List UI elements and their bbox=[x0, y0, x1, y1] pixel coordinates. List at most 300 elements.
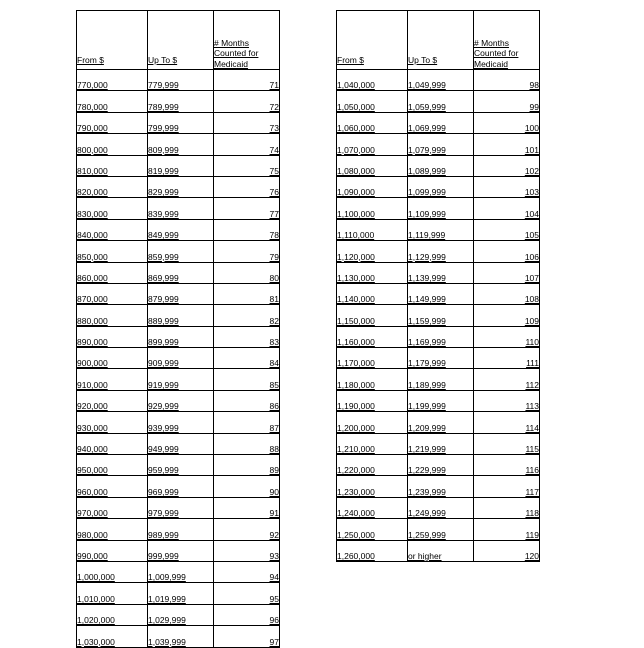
cell-from-amount-value: 830,000 bbox=[77, 208, 108, 219]
cell-from-amount-value: 860,000 bbox=[77, 272, 108, 283]
cell-from-amount bbox=[77, 369, 148, 390]
cell-upto-amount bbox=[408, 283, 474, 304]
cell-upto-amount-value: 1,049,999 bbox=[408, 80, 446, 91]
cell-from-amount bbox=[337, 519, 408, 540]
table-header bbox=[77, 11, 280, 70]
cell-months-counted bbox=[474, 390, 540, 411]
cell-from-amount bbox=[337, 219, 408, 240]
cell-months-counted bbox=[474, 134, 540, 155]
cell-from-amount bbox=[337, 540, 408, 561]
cell-months-counted-value: 104 bbox=[524, 208, 539, 219]
cell-upto-amount-value: 1,009,999 bbox=[148, 572, 186, 583]
cell-upto-amount bbox=[148, 70, 214, 91]
table-row bbox=[77, 390, 280, 411]
table-body bbox=[337, 70, 540, 562]
table-row bbox=[337, 326, 540, 347]
cell-from-amount-value: 990,000 bbox=[77, 550, 108, 561]
cell-upto-amount bbox=[408, 476, 474, 497]
table-row bbox=[77, 476, 280, 497]
cell-from-amount bbox=[77, 604, 148, 625]
cell-upto-amount bbox=[148, 412, 214, 433]
cell-from-amount-value: 1,030,000 bbox=[77, 636, 115, 647]
cell-months-counted-value: 81 bbox=[269, 294, 279, 305]
cell-months-counted bbox=[214, 540, 280, 561]
table-row bbox=[337, 219, 540, 240]
cell-upto-amount-value: 919,999 bbox=[148, 379, 179, 390]
cell-months-counted bbox=[214, 134, 280, 155]
cell-upto-amount-value: 789,999 bbox=[148, 101, 179, 112]
cell-upto-amount-value: 1,249,999 bbox=[408, 508, 446, 519]
table-row bbox=[77, 219, 280, 240]
cell-months-counted bbox=[474, 476, 540, 497]
cell-from-amount-value: 1,170,000 bbox=[337, 358, 375, 369]
cell-from-amount-value: 1,060,000 bbox=[337, 123, 375, 134]
cell-from-amount-value: 1,110,000 bbox=[337, 230, 375, 241]
cell-upto-amount bbox=[408, 497, 474, 518]
cell-upto-amount-value: 819,999 bbox=[148, 165, 179, 176]
cell-upto-amount-value: 1,119,999 bbox=[408, 230, 446, 241]
cell-months-counted-value: 98 bbox=[529, 80, 539, 91]
cell-months-counted-value: 99 bbox=[529, 101, 539, 112]
cell-from-amount bbox=[337, 390, 408, 411]
cell-upto-amount bbox=[148, 476, 214, 497]
cell-from-amount bbox=[337, 155, 408, 176]
cell-upto-amount-value: 1,159,999 bbox=[408, 315, 446, 326]
cell-from-amount-value: 1,150,000 bbox=[337, 315, 375, 326]
table-row bbox=[77, 198, 280, 219]
cell-months-counted-value: 96 bbox=[269, 615, 279, 626]
cell-upto-amount-value: 939,999 bbox=[148, 422, 179, 433]
cell-from-amount-value: 790,000 bbox=[77, 123, 108, 134]
cell-months-counted bbox=[474, 433, 540, 454]
cell-months-counted bbox=[214, 433, 280, 454]
cell-months-counted bbox=[474, 155, 540, 176]
cell-months-counted-value: 73 bbox=[269, 123, 279, 134]
cell-from-amount bbox=[77, 112, 148, 133]
cell-upto-amount bbox=[148, 283, 214, 304]
cell-upto-amount bbox=[408, 412, 474, 433]
cell-upto-amount bbox=[408, 369, 474, 390]
table-row bbox=[337, 198, 540, 219]
cell-upto-amount bbox=[148, 497, 214, 518]
cell-months-counted bbox=[214, 497, 280, 518]
cell-upto-amount-value: 899,999 bbox=[148, 337, 179, 348]
table-row bbox=[337, 433, 540, 454]
table-row bbox=[77, 241, 280, 262]
table-row bbox=[77, 134, 280, 155]
table-row bbox=[337, 176, 540, 197]
cell-upto-amount-value: 969,999 bbox=[148, 486, 179, 497]
cell-upto-amount-value: 1,169,999 bbox=[408, 337, 446, 348]
cell-months-counted bbox=[214, 155, 280, 176]
cell-upto-amount bbox=[148, 198, 214, 219]
table-row bbox=[77, 70, 280, 91]
cell-upto-amount-value: 779,999 bbox=[148, 80, 179, 91]
cell-from-amount bbox=[337, 497, 408, 518]
cell-from-amount bbox=[77, 476, 148, 497]
cell-from-amount-value: 960,000 bbox=[77, 486, 108, 497]
cell-from-amount bbox=[77, 241, 148, 262]
table-row bbox=[337, 134, 540, 155]
cell-months-counted-value: 94 bbox=[269, 572, 279, 583]
cell-upto-amount bbox=[148, 305, 214, 326]
cell-months-counted bbox=[474, 497, 540, 518]
cell-from-amount bbox=[337, 476, 408, 497]
table-row bbox=[77, 305, 280, 326]
cell-from-amount bbox=[337, 91, 408, 112]
cell-upto-amount bbox=[148, 561, 214, 582]
cell-months-counted-value: 102 bbox=[524, 165, 539, 176]
cell-from-amount-value: 920,000 bbox=[77, 401, 108, 412]
cell-from-amount bbox=[77, 348, 148, 369]
cell-upto-amount-value: 1,099,999 bbox=[408, 187, 446, 198]
cell-upto-amount bbox=[148, 626, 214, 647]
cell-upto-amount-value: 929,999 bbox=[148, 401, 179, 412]
cell-upto-amount bbox=[148, 390, 214, 411]
column-header-months-label: # Months Counted for Medicaid bbox=[474, 37, 519, 69]
cell-upto-amount-value: 989,999 bbox=[148, 529, 179, 540]
cell-from-amount bbox=[337, 305, 408, 326]
table-row bbox=[77, 283, 280, 304]
cell-upto-amount-value: 829,999 bbox=[148, 187, 179, 198]
medicaid-months-table-right bbox=[336, 10, 540, 562]
cell-upto-amount bbox=[408, 348, 474, 369]
cell-months-counted bbox=[214, 561, 280, 582]
cell-upto-amount bbox=[148, 219, 214, 240]
cell-upto-amount bbox=[148, 112, 214, 133]
cell-months-counted-value: 87 bbox=[269, 422, 279, 433]
cell-upto-amount-value: 1,019,999 bbox=[148, 593, 186, 604]
cell-from-amount-value: 1,020,000 bbox=[77, 615, 115, 626]
cell-months-counted-value: 119 bbox=[525, 529, 539, 540]
table-row bbox=[77, 626, 280, 647]
cell-months-counted-value: 88 bbox=[269, 444, 279, 455]
cell-from-amount bbox=[77, 390, 148, 411]
table-row bbox=[337, 455, 540, 476]
table-row bbox=[337, 369, 540, 390]
cell-months-counted-value: 90 bbox=[269, 486, 279, 497]
cell-from-amount bbox=[77, 433, 148, 454]
cell-upto-amount-value: 979,999 bbox=[148, 508, 179, 519]
cell-upto-amount bbox=[148, 519, 214, 540]
table-row bbox=[77, 348, 280, 369]
cell-months-counted-value: 71 bbox=[269, 80, 279, 91]
cell-months-counted bbox=[214, 583, 280, 604]
cell-months-counted-value: 110 bbox=[525, 337, 539, 348]
cell-upto-amount bbox=[408, 326, 474, 347]
cell-upto-amount-value: 799,999 bbox=[148, 123, 179, 134]
column-header-months-label: # Months Counted for Medicaid bbox=[214, 37, 259, 69]
table-row bbox=[337, 412, 540, 433]
table-row bbox=[337, 283, 540, 304]
left-table-container bbox=[76, 10, 280, 648]
cell-upto-amount bbox=[148, 241, 214, 262]
cell-months-counted-value: 79 bbox=[269, 251, 279, 262]
cell-from-amount-value: 800,000 bbox=[77, 144, 108, 155]
cell-upto-amount bbox=[148, 326, 214, 347]
cell-upto-amount-value: 849,999 bbox=[148, 230, 179, 241]
cell-months-counted-value: 117 bbox=[525, 486, 539, 497]
table-row bbox=[337, 540, 540, 561]
cell-months-counted bbox=[214, 176, 280, 197]
table-row bbox=[337, 476, 540, 497]
cell-upto-amount bbox=[408, 91, 474, 112]
cell-months-counted-value: 89 bbox=[269, 465, 279, 476]
table-row bbox=[77, 176, 280, 197]
cell-upto-amount-value: 1,239,999 bbox=[408, 486, 446, 497]
cell-from-amount bbox=[77, 326, 148, 347]
cell-upto-amount bbox=[148, 433, 214, 454]
cell-upto-amount-value: 1,229,999 bbox=[408, 465, 446, 476]
cell-months-counted-value: 97 bbox=[269, 636, 279, 647]
cell-from-amount-value: 840,000 bbox=[77, 230, 108, 241]
cell-months-counted-value: 75 bbox=[269, 165, 279, 176]
cell-upto-amount-value: 1,179,999 bbox=[408, 358, 446, 369]
cell-months-counted-value: 83 bbox=[269, 337, 279, 348]
cell-from-amount-value: 870,000 bbox=[77, 294, 108, 305]
table-row bbox=[337, 262, 540, 283]
cell-from-amount-value: 1,190,000 bbox=[337, 401, 375, 412]
cell-upto-amount-value: 1,029,999 bbox=[148, 615, 186, 626]
column-header-upto-label: Up To $ bbox=[408, 54, 438, 65]
cell-months-counted bbox=[474, 369, 540, 390]
table-row bbox=[77, 497, 280, 518]
cell-upto-amount bbox=[408, 540, 474, 561]
cell-months-counted-value: 112 bbox=[525, 379, 539, 390]
cell-from-amount-value: 1,100,000 bbox=[337, 208, 375, 219]
cell-from-amount-value: 1,220,000 bbox=[337, 465, 375, 476]
cell-months-counted bbox=[474, 455, 540, 476]
cell-months-counted bbox=[474, 70, 540, 91]
cell-months-counted bbox=[474, 519, 540, 540]
cell-upto-amount bbox=[408, 219, 474, 240]
cell-upto-amount bbox=[408, 390, 474, 411]
header-row bbox=[337, 11, 540, 70]
cell-from-amount bbox=[77, 497, 148, 518]
cell-from-amount bbox=[77, 412, 148, 433]
cell-from-amount-value: 1,070,000 bbox=[337, 144, 375, 155]
table-row bbox=[77, 326, 280, 347]
header-row bbox=[77, 11, 280, 70]
cell-upto-amount-value: 1,129,999 bbox=[408, 251, 446, 262]
cell-months-counted bbox=[214, 262, 280, 283]
cell-months-counted bbox=[214, 91, 280, 112]
cell-upto-amount bbox=[408, 262, 474, 283]
cell-months-counted bbox=[214, 604, 280, 625]
column-header-from bbox=[77, 11, 148, 70]
cell-months-counted-value: 118 bbox=[525, 508, 539, 519]
cell-months-counted-value: 100 bbox=[524, 123, 539, 134]
table-row bbox=[337, 390, 540, 411]
cell-months-counted bbox=[214, 476, 280, 497]
cell-from-amount-value: 780,000 bbox=[77, 101, 108, 112]
cell-from-amount-value: 1,160,000 bbox=[337, 337, 375, 348]
table-row bbox=[337, 70, 540, 91]
cell-months-counted bbox=[474, 176, 540, 197]
cell-from-amount-value: 1,090,000 bbox=[337, 187, 375, 198]
cell-months-counted-value: 107 bbox=[524, 272, 539, 283]
table-row bbox=[77, 369, 280, 390]
table-row bbox=[77, 583, 280, 604]
cell-upto-amount bbox=[408, 305, 474, 326]
cell-upto-amount-value: 1,189,999 bbox=[408, 379, 446, 390]
cell-from-amount bbox=[77, 283, 148, 304]
cell-upto-amount-value: 1,259,999 bbox=[408, 529, 446, 540]
cell-from-amount-value: 1,050,000 bbox=[337, 101, 375, 112]
cell-months-counted-value: 91 bbox=[269, 508, 279, 519]
cell-upto-amount-value: 909,999 bbox=[148, 358, 179, 369]
cell-months-counted bbox=[474, 305, 540, 326]
cell-months-counted bbox=[214, 369, 280, 390]
cell-months-counted-value: 101 bbox=[524, 144, 539, 155]
table-row bbox=[77, 540, 280, 561]
table-row bbox=[77, 112, 280, 133]
cell-months-counted-value: 77 bbox=[269, 208, 279, 219]
table-row bbox=[77, 455, 280, 476]
cell-from-amount bbox=[337, 348, 408, 369]
table-row bbox=[337, 497, 540, 518]
cell-months-counted bbox=[214, 626, 280, 647]
cell-from-amount bbox=[77, 176, 148, 197]
cell-months-counted-value: 105 bbox=[524, 230, 539, 241]
cell-upto-amount-value: 1,139,999 bbox=[408, 272, 446, 283]
cell-from-amount bbox=[337, 455, 408, 476]
table-row bbox=[337, 241, 540, 262]
column-header-from-label: From $ bbox=[77, 54, 104, 65]
column-header-months bbox=[474, 11, 540, 70]
cell-from-amount-value: 1,180,000 bbox=[337, 379, 375, 390]
cell-upto-amount-value: 869,999 bbox=[148, 272, 179, 283]
cell-months-counted-value: 85 bbox=[269, 379, 279, 390]
column-header-upto bbox=[408, 11, 474, 70]
cell-from-amount-value: 930,000 bbox=[77, 422, 108, 433]
cell-months-counted-value: 92 bbox=[269, 529, 279, 540]
cell-upto-amount bbox=[408, 70, 474, 91]
cell-upto-amount-value: 889,999 bbox=[148, 315, 179, 326]
cell-from-amount-value: 980,000 bbox=[77, 529, 108, 540]
cell-months-counted bbox=[214, 519, 280, 540]
cell-upto-amount-value: 839,999 bbox=[148, 208, 179, 219]
cell-upto-amount-value: 879,999 bbox=[148, 294, 179, 305]
cell-from-amount bbox=[77, 561, 148, 582]
cell-from-amount-value: 1,080,000 bbox=[337, 165, 375, 176]
cell-upto-amount bbox=[408, 455, 474, 476]
cell-upto-amount bbox=[148, 91, 214, 112]
cell-months-counted-value: 108 bbox=[524, 294, 539, 305]
cell-from-amount-value: 1,240,000 bbox=[337, 508, 375, 519]
table-row bbox=[77, 519, 280, 540]
cell-upto-amount-value: 999,999 bbox=[148, 550, 179, 561]
table-row bbox=[77, 604, 280, 625]
cell-from-amount-value: 1,120,000 bbox=[337, 251, 375, 262]
cell-months-counted bbox=[474, 412, 540, 433]
cell-months-counted-value: 84 bbox=[269, 358, 279, 369]
cell-from-amount-value: 1,010,000 bbox=[77, 593, 115, 604]
cell-upto-amount bbox=[148, 262, 214, 283]
cell-upto-amount bbox=[148, 540, 214, 561]
cell-from-amount-value: 940,000 bbox=[77, 444, 108, 455]
cell-months-counted bbox=[474, 283, 540, 304]
cell-months-counted-value: 113 bbox=[525, 401, 539, 412]
column-header-upto bbox=[148, 11, 214, 70]
cell-months-counted-value: 111 bbox=[526, 358, 539, 369]
cell-upto-amount-value: 1,039,999 bbox=[148, 636, 186, 647]
cell-from-amount bbox=[77, 262, 148, 283]
cell-upto-amount-value: 1,079,999 bbox=[408, 144, 446, 155]
cell-months-counted bbox=[474, 219, 540, 240]
cell-months-counted-value: 120 bbox=[524, 550, 539, 561]
cell-from-amount-value: 910,000 bbox=[77, 379, 108, 390]
cell-months-counted bbox=[474, 198, 540, 219]
cell-from-amount bbox=[77, 91, 148, 112]
cell-months-counted-value: 106 bbox=[524, 251, 539, 262]
table-row bbox=[77, 262, 280, 283]
cell-months-counted-value: 82 bbox=[269, 315, 279, 326]
cell-from-amount bbox=[77, 455, 148, 476]
cell-upto-amount-value: or higher bbox=[408, 550, 442, 561]
cell-from-amount bbox=[337, 112, 408, 133]
medicaid-months-table-left bbox=[76, 10, 280, 648]
cell-months-counted bbox=[214, 348, 280, 369]
cell-months-counted bbox=[214, 390, 280, 411]
cell-from-amount bbox=[337, 369, 408, 390]
column-header-upto-label: Up To $ bbox=[148, 54, 178, 65]
cell-months-counted bbox=[474, 241, 540, 262]
cell-months-counted-value: 78 bbox=[269, 230, 279, 241]
cell-upto-amount bbox=[148, 369, 214, 390]
cell-from-amount-value: 1,200,000 bbox=[337, 422, 375, 433]
cell-from-amount bbox=[337, 412, 408, 433]
cell-months-counted bbox=[214, 70, 280, 91]
column-header-from-label: From $ bbox=[337, 54, 364, 65]
cell-months-counted bbox=[214, 112, 280, 133]
table-header bbox=[337, 11, 540, 70]
cell-from-amount bbox=[77, 155, 148, 176]
cell-upto-amount bbox=[148, 348, 214, 369]
cell-months-counted bbox=[214, 241, 280, 262]
cell-upto-amount bbox=[148, 604, 214, 625]
column-header-months bbox=[214, 11, 280, 70]
cell-months-counted bbox=[474, 91, 540, 112]
cell-upto-amount bbox=[408, 519, 474, 540]
cell-months-counted bbox=[474, 112, 540, 133]
cell-from-amount-value: 1,130,000 bbox=[337, 272, 375, 283]
cell-upto-amount-value: 1,089,999 bbox=[408, 165, 446, 176]
cell-from-amount bbox=[77, 134, 148, 155]
cell-upto-amount bbox=[408, 134, 474, 155]
cell-upto-amount bbox=[408, 112, 474, 133]
cell-upto-amount bbox=[148, 455, 214, 476]
cell-from-amount bbox=[77, 519, 148, 540]
cell-upto-amount bbox=[408, 433, 474, 454]
cell-months-counted bbox=[214, 326, 280, 347]
cell-months-counted-value: 103 bbox=[524, 187, 539, 198]
table-row bbox=[77, 91, 280, 112]
table-row bbox=[337, 348, 540, 369]
cell-months-counted-value: 93 bbox=[269, 550, 279, 561]
table-row bbox=[337, 155, 540, 176]
cell-months-counted-value: 72 bbox=[269, 101, 279, 112]
cell-upto-amount-value: 1,059,999 bbox=[408, 101, 446, 112]
cell-from-amount-value: 880,000 bbox=[77, 315, 108, 326]
cell-months-counted bbox=[474, 326, 540, 347]
cell-upto-amount-value: 949,999 bbox=[148, 444, 179, 455]
cell-upto-amount-value: 1,109,999 bbox=[408, 208, 446, 219]
cell-from-amount-value: 1,210,000 bbox=[337, 444, 375, 455]
cell-upto-amount bbox=[148, 176, 214, 197]
cell-upto-amount-value: 1,199,999 bbox=[408, 401, 446, 412]
cell-upto-amount bbox=[408, 198, 474, 219]
